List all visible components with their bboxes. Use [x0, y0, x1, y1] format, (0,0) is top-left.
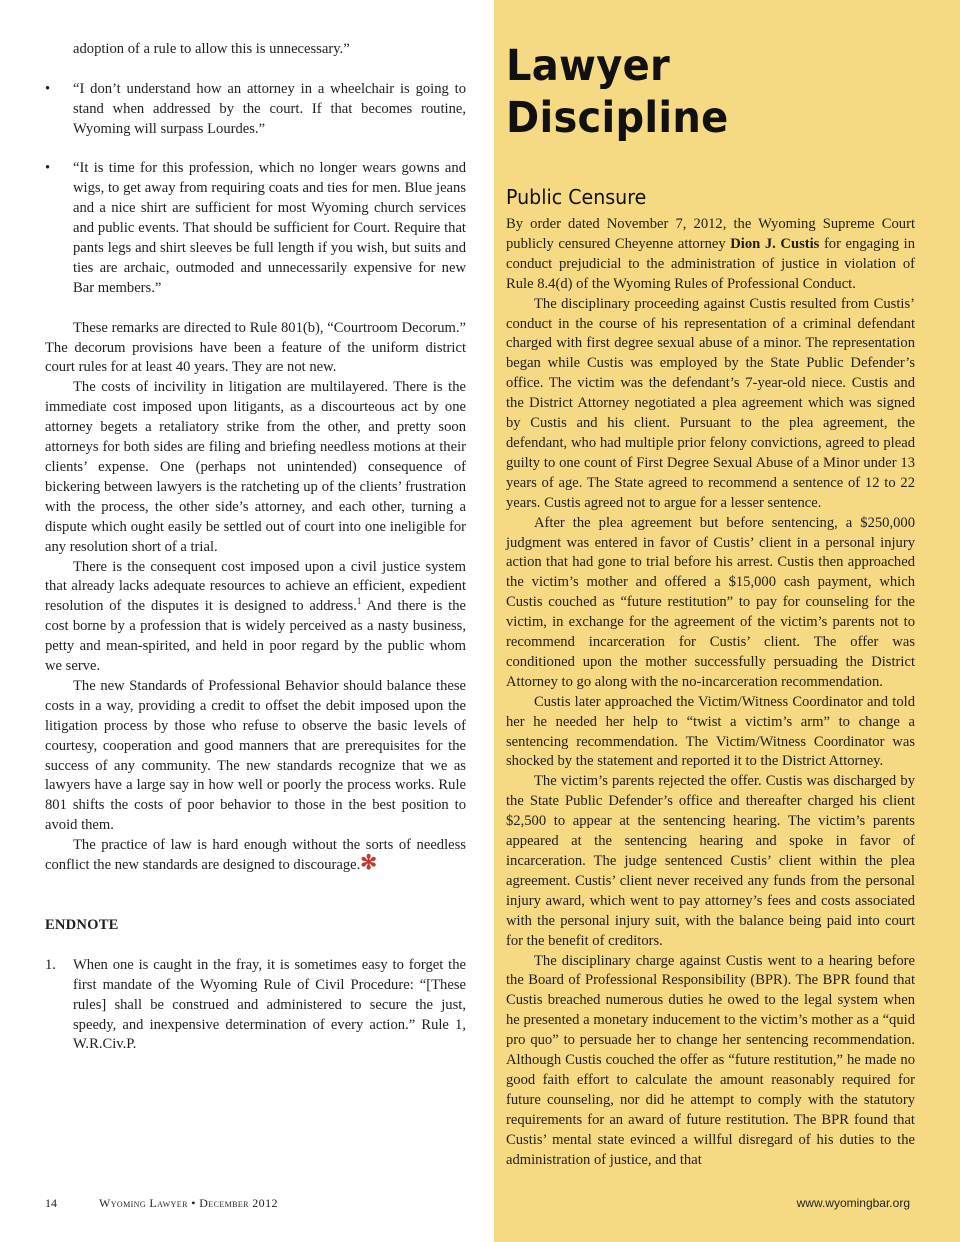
endnote-text: When one is caught in the fray, it is sometimes easy to forget the first mandate of the Wyoming Rule of Civil Procedure: “[These rules] shall be construed and administered to secure the just, speedy, and inexpensive determination of every action.” Rule 1, W.R.Civ.P.	[73, 956, 466, 1053]
paragraph-text: There is the consequent cost imposed upon a civil justice system that already lacks adequate resources to achieve an efficient, expedient resolution of the disputes it is designed to address.	[45, 558, 466, 615]
bullet-icon: •	[45, 160, 51, 177]
closing-paragraph	[45, 836, 466, 876]
page-number: 14	[45, 1196, 57, 1210]
quote-text: “It is time for this profession, which no longer wears gowns and wigs, to get away from requiring coats and ties for men. Blue jeans and a nice shirt are sufficient for most Wyoming church services and public events. That should be sufficient for Court. Require that pants legs and shirt sleeves be full length if you wish, but suits and ties are archaic, outmoded and unnecessarily expensive for new Bar members.”	[73, 160, 466, 296]
intro-paragraph	[506, 215, 915, 295]
endnote-heading: ENDNOTE	[45, 917, 119, 934]
attorney-name: Dion J. Custis	[730, 235, 820, 252]
paragraph-text: By order dated November 7, 2012, the Wyoming Supreme Court publicly censured Cheyenne attorney	[506, 216, 915, 252]
body-paragraph: The new Standards of Professional Behavior should balance these costs in a way, providing a credit to offset the debit imposed upon the litigation process by those who refuse to observe the basic levels of courtesy, cooperation and good manners that are prerequisites for the success of any community. The new standards recognize that we as lawyers have a large say in how well or poorly the process works. Rule 801 shifts the costs of poor behavior to those in the best position to avoid them.	[45, 677, 466, 834]
quote-text: “I don’t understand how an attorney in a wheelchair is going to stand when addressed by the court. If that becomes routine, Wyoming will surpass Lourdes.”	[73, 80, 466, 137]
endnote-reference: 1	[356, 596, 362, 607]
end-of-article-mark-icon: ✻	[360, 852, 378, 875]
publication-name: Wyoming Lawyer • December 2012	[99, 1196, 278, 1210]
left-article-column	[45, 40, 466, 1055]
body-paragraph: After the plea agreement but before sentencing, a $250,000 judgment was entered in favor of Custis’ client in a personal injury action that had gone to trial before his arrest. Custis then approached the victim’s mother and offered a $15,000 cash payment, which Custis couched as “future restitution” to pay for counseling for the victim, in exchange for the agreement of the victim’s parents not to recommend incarceration for Custis’ client. The offer was conditioned upon the mother successfully persuading the District Attorney to go along with the no-incarceration recommendation.	[506, 514, 915, 690]
body-paragraph: The costs of incivility in litigation are multilayered. There is the immediate cost imposed upon litigants, as a discourteous act by one attorney begets a retaliatory strike from the other, and pretty soon attorneys for both sides are filing and briefing needless motions at their clients’ expense. One (perhaps not unintended) consequence of bickering between lawyers is the ratcheting up of the clients’ frustration with the process, the other side’s attorney, and each other, turning a dispute which ought easily be settled out of court into one ineligible for any resolution short of a trial.	[45, 379, 466, 555]
paragraph-text: The practice of law is hard enough without the sorts of needless conflict the new standards are designed to discourage.	[45, 837, 466, 874]
section-title: Lawyer Discipline	[506, 41, 729, 143]
body-paragraph: These remarks are directed to Rule 801(b), “Courtroom Decorum.” The decorum provisions have been a feature of the uniform district court rules for at least 40 years. They are not new.	[45, 319, 466, 376]
quote-bullet-item	[45, 159, 466, 298]
section-subtitle: Public Censure	[506, 185, 647, 209]
body-paragraph: The disciplinary charge against Custis went to a hearing before the Board of Professional Responsibility (BPR). The BPR found that Custis breached numerous duties he owed to the legal system when he presented a monetary inducement to the victim’s mother as a “quid pro quo” to persuade her to change her sentencing recommendation. Although Custis couched the offer as “future restitution,” he made no good faith effort to calculate the amount reasonably required for future counseling, nor did he attempt to comply with the statutory requirements for an award of future restitution. The BPR found that Custis’ mental state evinced a willful disregard of his duties to the administration of justice, and that	[506, 952, 915, 1168]
footer-website[interactable]: www.wyomingbar.org	[796, 1196, 910, 1210]
body-paragraph: Custis later approached the Victim/Witness Coordinator and told her he needed her help to “twist a victim’s arm” to change a sentencing recommendation. The Victim/Witness Coordinator was shocked by the statement and reported it to the District Attorney.	[506, 693, 915, 770]
endnote-item	[45, 956, 466, 1056]
body-paragraph: The disciplinary proceeding against Custis resulted from Custis’ conduct in the course of his representation of a criminal defendant charged with first degree sexual abuse of a minor. The representation began while Custis was employed by the State Public Defender’s office. The victim was the defendant’s 7-year-old niece. Custis and the District Attorney negotiated a plea agreement which was signed by Custis and his client. Pursuant to the plea agreement, the defendant, who had multiple prior felony convictions, agreed to plead guilty to one count of First Degree Sexual Abuse of a Minor under 13 years of age. The State agreed to recommend a sentence of 12 to 22 years. Custis agreed not to argue for a lesser sentence.	[506, 295, 915, 511]
body-paragraph	[45, 558, 466, 677]
endnote-number: 1.	[45, 956, 56, 973]
quote-bullet-item	[45, 80, 466, 140]
body-paragraph: The victim’s parents rejected the offer. Custis was discharged by the State Public Defender’s office and thereafter charged his client $2,500 to appear at the sentencing hearing. The victim’s parents appeared at the sentencing hearing and spoke in favor of incarceration. The judge sentenced Custis’ client within the plea agreement. Custis’ client never received any funds from the personal injury award, which went to pay attorney’s fees and costs associated with the personal injury suit, with the balance being paid into court for the benefit of creditors.	[506, 773, 915, 949]
bullet-icon: •	[45, 80, 51, 97]
paragraph-text: And there is the cost borne by a profession that is widely perceived as a nasty business, petty and mean-spirited, and held in poor regard by the public whom we serve.	[45, 598, 466, 675]
paragraph-text: for engaging in conduct prejudicial to the administration of justice in violation of Rule 8.4(d) of the Wyoming Rules of Professional Conduct.	[506, 235, 915, 292]
quote-continuation: adoption of a rule to allow this is unnecessary.”	[73, 41, 350, 57]
right-article-column	[506, 40, 915, 1171]
page-footer	[45, 1196, 278, 1211]
